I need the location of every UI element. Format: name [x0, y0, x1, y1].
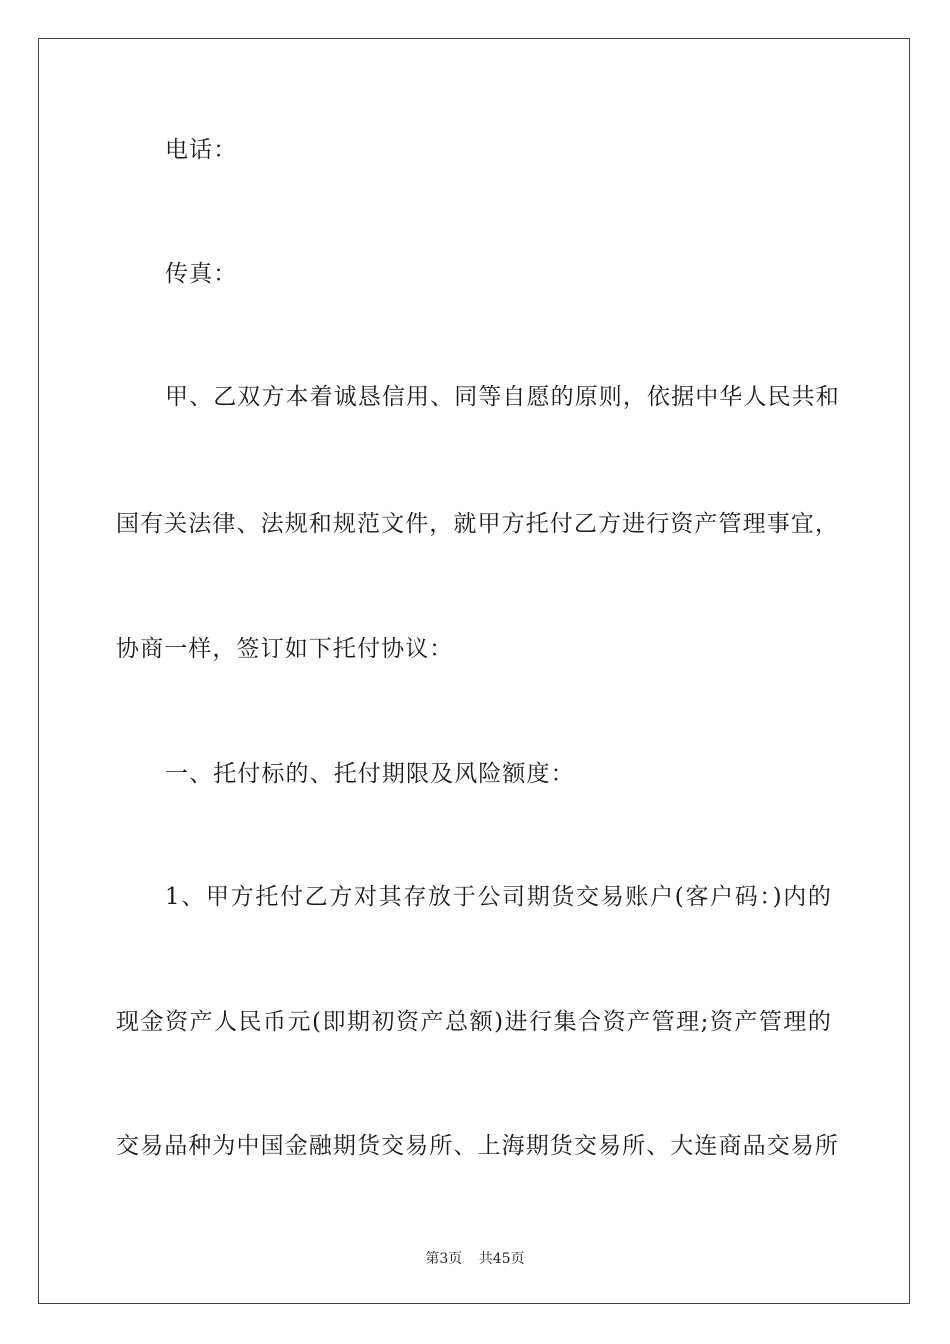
paragraph-line: 现金资产人民币元(即期初资产总额)进行集合资产管理;资产管理的 [116, 1009, 832, 1035]
fax-label: 传真： [165, 261, 238, 287]
page-footer [0, 1248, 950, 1268]
page-border [38, 38, 910, 1304]
paragraph-line: 甲、乙双方本着诚恳信用、同等自愿的原则，依据中华人民共和 [165, 384, 840, 410]
paragraph-line: 国有关法律、法规和规范文件，就甲方托付乙方进行资产管理事宜， [116, 511, 839, 537]
page-total: 共45页 [478, 1251, 525, 1267]
paragraph-line: 协商一样，签订如下托付协议： [116, 636, 454, 662]
phone-label: 电话： [165, 137, 238, 163]
page-number: 第3页 [425, 1251, 463, 1267]
paragraph-line: 交易品种为中国金融期货交易所、上海期货交易所、大连商品交易所 [116, 1133, 839, 1159]
section-heading: 一、托付标的、托付期限及风险额度： [165, 761, 575, 787]
paragraph-line: 1、甲方托付乙方对其存放于公司期货交易账户(客户码：)内的 [165, 884, 832, 910]
